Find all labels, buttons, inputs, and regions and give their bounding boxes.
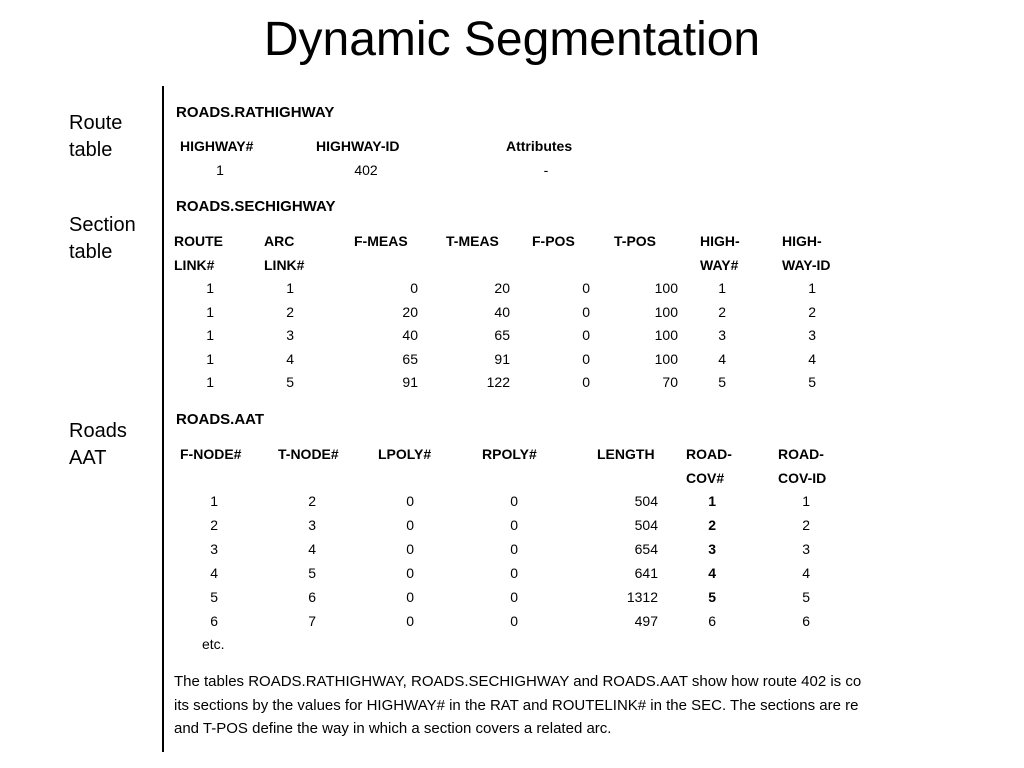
- table-cell: 5: [808, 374, 816, 390]
- column-header: T-MEAS: [446, 233, 499, 249]
- table-cell: 4: [286, 350, 294, 367]
- table-cell: 0: [582, 303, 590, 320]
- table-cell: 100: [654, 327, 678, 343]
- column-header: WAY-ID: [782, 257, 831, 273]
- column-header: HIGHWAY#: [180, 138, 254, 154]
- table-cell: 0: [510, 565, 518, 581]
- table-cell: 1: [708, 493, 716, 509]
- table-cell: 2: [808, 303, 816, 320]
- table-cell: 1: [206, 280, 214, 296]
- table-cell: 100: [654, 280, 678, 296]
- table-cell: 20: [402, 303, 418, 320]
- table-cell: 1: [206, 327, 214, 343]
- column-header: COV-ID: [778, 470, 827, 486]
- label-line: AAT: [69, 447, 107, 469]
- label-line: Section: [69, 214, 136, 236]
- table-cell: 5: [308, 565, 316, 581]
- table-cell: 3: [708, 541, 716, 557]
- table-cell: 2: [708, 517, 716, 533]
- table-cell: 1: [206, 374, 214, 390]
- table-cell: -: [543, 162, 549, 178]
- roads-aat-label: [69, 418, 127, 472]
- table-cell: 5: [718, 374, 726, 390]
- table-figure: [164, 86, 962, 746]
- column-header: F-POS: [532, 233, 575, 249]
- table-cell: 6: [210, 613, 218, 629]
- table-cell: 1: [206, 350, 214, 367]
- column-header: T-POS: [614, 233, 657, 249]
- column-header: WAY#: [700, 257, 739, 273]
- table-cell: 70: [662, 374, 678, 390]
- table-cell: 497: [634, 613, 658, 629]
- table-cell: 3: [802, 541, 810, 557]
- description-paragraph: [174, 670, 962, 741]
- table-cell: 7: [308, 613, 316, 629]
- table-cell: 504: [634, 517, 658, 533]
- table-cell: 0: [510, 493, 518, 509]
- table-cell: 0: [582, 280, 590, 296]
- table-cell: 1312: [626, 589, 658, 605]
- slide-title: Dynamic Segmentation: [263, 13, 761, 66]
- table-cell: 1: [210, 493, 218, 509]
- table-cell: 6: [708, 613, 716, 629]
- table-cell: 0: [410, 280, 418, 296]
- label-line: table: [69, 139, 113, 161]
- table-cell: 5: [286, 374, 294, 390]
- column-header: F-MEAS: [354, 233, 408, 249]
- column-header: Attributes: [506, 138, 573, 154]
- table-cell: 1: [216, 162, 224, 178]
- table-cell: 3: [210, 541, 218, 557]
- paragraph-line: its sections by the values for HIGHWAY# in the RAT and ROUTELINK# in the SEC. The sections are re: [174, 696, 859, 714]
- table-cell: 1: [802, 493, 810, 509]
- table-cell: 654: [634, 541, 658, 557]
- table-cell: 122: [486, 374, 510, 390]
- table-cell: 20: [494, 280, 510, 296]
- table-cell: 2: [802, 517, 810, 533]
- table-cell: 2: [286, 303, 294, 320]
- column-header: F-NODE#: [180, 446, 242, 462]
- column-header: LENGTH: [597, 446, 655, 462]
- paragraph-line: and T-POS define the way in which a section covers a related arc.: [174, 720, 612, 737]
- table-cell: 0: [582, 374, 590, 390]
- table-cell: 6: [308, 589, 316, 605]
- table-cell: 4: [808, 350, 816, 367]
- table-cell: 3: [718, 327, 726, 343]
- table-cell: 91: [402, 374, 418, 390]
- table-cell: 0: [582, 327, 590, 343]
- table-cell: 1: [718, 280, 726, 296]
- table-cell: 1: [206, 303, 214, 320]
- table-cell: 4: [308, 541, 316, 557]
- column-header: COV#: [686, 470, 725, 486]
- table-cell: 4: [210, 565, 218, 581]
- table-cell: 0: [510, 517, 518, 533]
- column-header: ARC: [264, 233, 295, 249]
- table-cell: 4: [802, 565, 810, 581]
- section-table-label: [69, 212, 136, 266]
- label-line: Roads: [69, 420, 127, 442]
- etc-note: etc.: [202, 636, 225, 652]
- aat-table-name: ROADS.AAT: [176, 411, 265, 428]
- table-cell: 0: [510, 613, 518, 629]
- column-header: LINK#: [264, 257, 305, 273]
- table-cell: 5: [708, 589, 716, 605]
- column-header: ROAD-: [686, 446, 732, 462]
- table-cell: 0: [406, 541, 414, 557]
- table-cell: 0: [406, 493, 414, 509]
- column-header: RPOLY#: [482, 446, 537, 462]
- column-header: HIGH-: [782, 233, 822, 249]
- rat-table-name: ROADS.RATHIGHWAY: [176, 104, 335, 121]
- table-cell: 0: [406, 517, 414, 533]
- table-cell: 100: [654, 350, 678, 367]
- table-cell: 0: [406, 565, 414, 581]
- column-header: LPOLY#: [378, 446, 432, 462]
- table-cell: 4: [718, 350, 726, 367]
- table-cell: 0: [510, 541, 518, 557]
- table-cell: 1: [286, 280, 294, 296]
- table-cell: 2: [308, 493, 316, 509]
- label-line: table: [69, 241, 113, 263]
- sec-table-name: ROADS.SECHIGHWAY: [176, 198, 336, 215]
- route-table-label: [69, 110, 122, 164]
- table-cell: 4: [708, 565, 716, 581]
- label-line: Route: [69, 112, 123, 134]
- table-cell: 0: [406, 613, 414, 629]
- table-cell: 2: [718, 303, 726, 320]
- table-cell: 504: [634, 493, 658, 509]
- column-header: LINK#: [174, 257, 215, 273]
- column-header: ROUTE: [174, 233, 223, 249]
- table-cell: 40: [402, 327, 418, 343]
- column-header: HIGH-: [700, 233, 740, 249]
- table-cell: 1: [808, 280, 816, 296]
- table-cell: 3: [286, 327, 294, 343]
- table-cell: 91: [494, 350, 510, 367]
- table-cell: 5: [210, 589, 218, 605]
- column-header: T-NODE#: [278, 446, 339, 462]
- table-cell: 0: [582, 350, 590, 367]
- table-cell: 402: [354, 162, 378, 178]
- table-cell: 65: [402, 350, 418, 367]
- table-cell: 0: [406, 589, 414, 605]
- column-header: ROAD-: [778, 446, 824, 462]
- table-cell: 6: [802, 613, 810, 629]
- table-cell: 3: [308, 517, 316, 533]
- table-cell: 641: [634, 565, 658, 581]
- table-cell: 0: [510, 589, 518, 605]
- paragraph-line: The tables ROADS.RATHIGHWAY, ROADS.SECHIGHWAY and ROADS.AAT show how route 402 is co: [174, 673, 862, 690]
- table-cell: 100: [654, 303, 678, 320]
- table-cell: 40: [494, 303, 510, 320]
- table-cell: 3: [808, 327, 816, 343]
- column-header: HIGHWAY-ID: [316, 138, 400, 154]
- table-cell: 65: [494, 327, 510, 343]
- table-cell: 2: [210, 517, 218, 533]
- table-cell: 5: [802, 589, 810, 605]
